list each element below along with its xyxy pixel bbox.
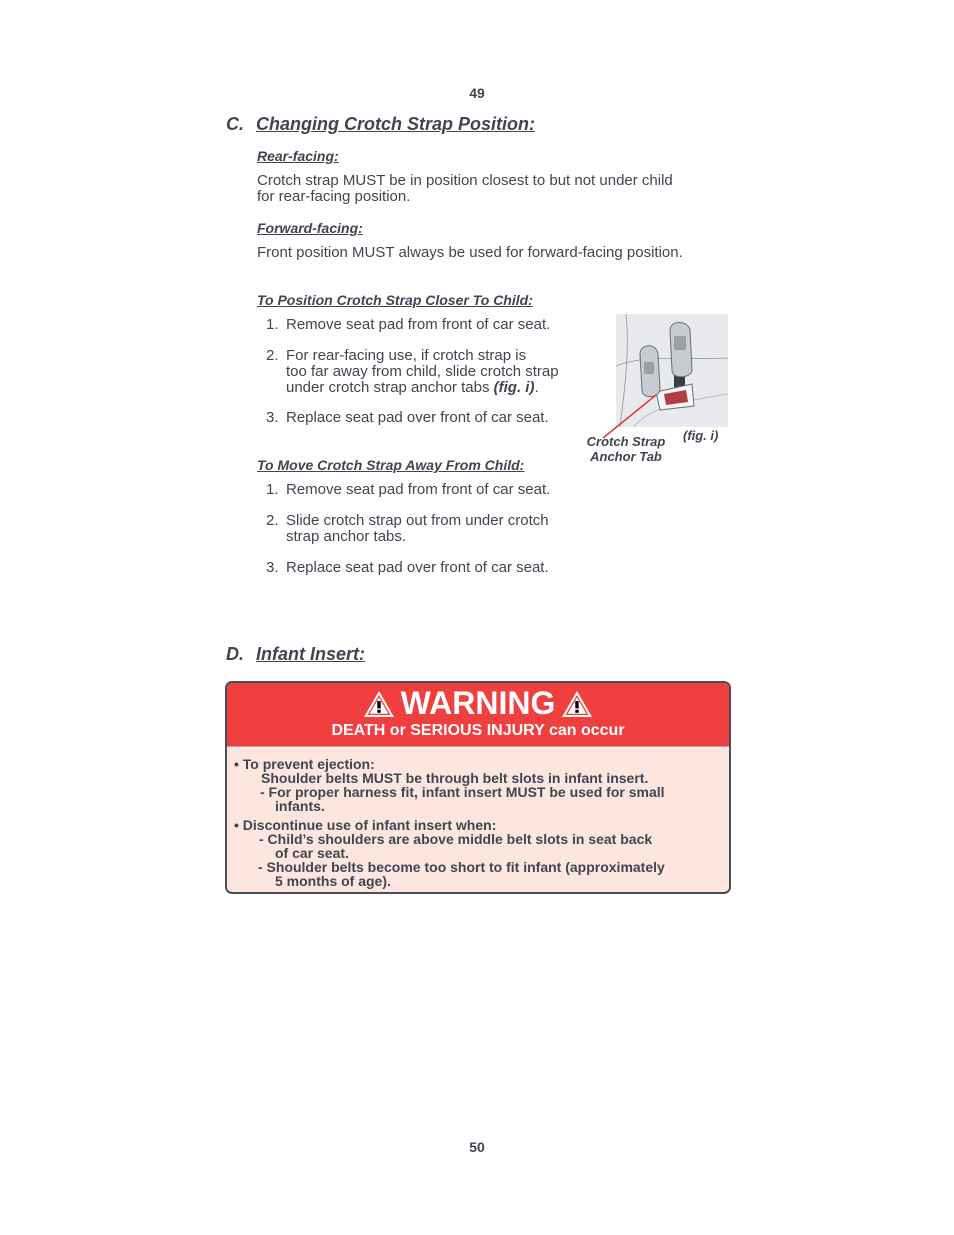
figure-reference: (fig. i) bbox=[683, 428, 719, 443]
away-heading: To Move Crotch Strap Away From Child: bbox=[257, 457, 525, 473]
away-step-1 bbox=[266, 482, 550, 498]
step-text: For rear-facing use, if crotch strap is bbox=[286, 347, 527, 364]
step-number: 1. bbox=[266, 481, 279, 498]
away-step-3 bbox=[266, 560, 549, 576]
step-text-end: . bbox=[534, 379, 539, 396]
step-text-line-3 bbox=[266, 380, 559, 396]
fig-reference: (fig. i) bbox=[493, 379, 535, 396]
step-number: 1. bbox=[266, 316, 279, 333]
step-number: 3. bbox=[266, 559, 279, 576]
warning-triangle-icon bbox=[363, 689, 395, 717]
warning-line: Shoulder belts MUST be through belt slots in infant insert. bbox=[261, 770, 649, 786]
warning-line: • Discontinue use of infant insert when: bbox=[234, 817, 497, 833]
section-c-heading: Changing Crotch Strap Position: bbox=[256, 114, 535, 134]
warning-line: - For proper harness fit, infant insert MUST be used for small bbox=[260, 784, 665, 800]
figure-label-line-1: Crotch Strap bbox=[586, 434, 666, 449]
warning-line: of car seat. bbox=[275, 845, 349, 861]
page-number-bottom: 50 bbox=[469, 1139, 485, 1155]
warning-line: - Child’s shoulders are above middle belt slots in seat back bbox=[259, 831, 653, 847]
step-text: strap anchor tabs. bbox=[286, 528, 407, 545]
rear-facing-line-2: for rear-facing position. bbox=[257, 188, 411, 205]
warning-title-row bbox=[227, 685, 729, 721]
warning-line: 5 months of age). bbox=[275, 873, 391, 889]
warning-line: - Shoulder belts become too short to fit infant (approximately bbox=[258, 859, 665, 875]
section-c-title bbox=[226, 114, 535, 135]
step-text: Slide crotch strap out from under crotch bbox=[286, 512, 549, 529]
figure-label bbox=[577, 434, 675, 464]
warning-box bbox=[225, 681, 731, 894]
warning-triangle-icon bbox=[561, 689, 593, 717]
step-number: 2. bbox=[266, 347, 279, 364]
warning-line: infants. bbox=[275, 798, 325, 814]
rear-facing-line-1: Crotch strap MUST be in position closest to but not under child bbox=[257, 172, 673, 189]
section-d-letter: D. bbox=[226, 644, 244, 664]
step-text: Remove seat pad from front of car seat. bbox=[286, 316, 551, 333]
section-c-letter: C. bbox=[226, 114, 244, 134]
warning-line: • To prevent ejection: bbox=[234, 756, 375, 772]
step-text: under crotch strap anchor tabs bbox=[286, 379, 494, 396]
step-number: 2. bbox=[266, 512, 279, 529]
step-number: 3. bbox=[266, 409, 279, 426]
rear-facing-text bbox=[257, 173, 673, 205]
closer-heading: To Position Crotch Strap Closer To Child: bbox=[257, 292, 533, 308]
page-number-top: 49 bbox=[469, 85, 485, 101]
step-text: Remove seat pad from front of car seat. bbox=[286, 481, 551, 498]
closer-step-1 bbox=[266, 317, 550, 333]
rear-facing-heading: Rear-facing: bbox=[257, 148, 339, 164]
section-d-title bbox=[226, 644, 365, 665]
forward-facing-text: Front position MUST always be used for forward-facing position. bbox=[257, 244, 683, 261]
section-d-heading: Infant Insert: bbox=[256, 644, 366, 664]
away-step-2 bbox=[266, 513, 549, 545]
closer-step-2 bbox=[266, 348, 559, 396]
warning-subtitle: DEATH or SERIOUS INJURY can occur bbox=[331, 722, 625, 739]
step-text: Replace seat pad over front of car seat. bbox=[286, 409, 549, 426]
warning-header bbox=[227, 683, 729, 747]
step-text: Replace seat pad over front of car seat. bbox=[286, 559, 549, 576]
figure-label-line-2: Anchor Tab bbox=[590, 449, 662, 464]
warning-title: WARNING bbox=[400, 685, 556, 721]
forward-facing-heading: Forward-facing: bbox=[257, 220, 363, 236]
closer-step-3 bbox=[266, 410, 549, 426]
step-text: too far away from child, slide crotch strap bbox=[286, 363, 559, 380]
